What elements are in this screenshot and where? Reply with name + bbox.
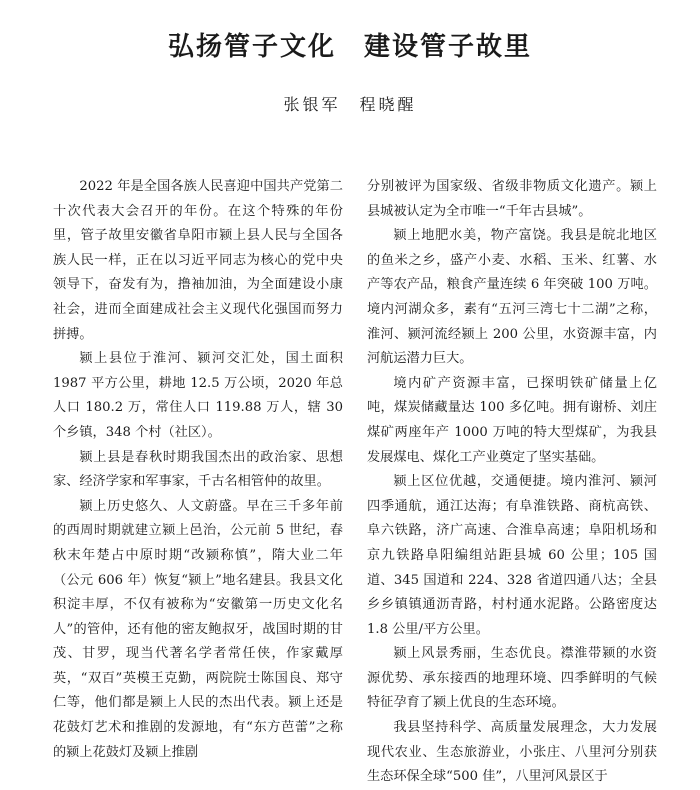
paragraph: 2022 年是全国各族人民喜迎中国共产党第二十次代表大会召开的年份。在这个特殊的年份里，管子故里安徽省阜阳市颍上县人民与全国各族人民一样，正在以习近平同志为核心的党中央领导下，奋发有为，撸袖加油，为全面建设小康社会，进而全面建成社会主义现代化强国而努力拼搏。 [53,179,343,342]
paragraph: 颍上县是春秋时期我国杰出的政治家、思想家、经济学家和军事家，千古名相管仲的故里。 [53,449,343,490]
article-authors: 张银军 程晓醒 [283,95,417,114]
paragraph: 颍上历史悠久、人文蔚盛。早在三千多年前的西周时期就建立颍上邑治，公元前 5 世纪，春秋末年楚占中原时期“改颍称慎”，隋大业二年（公元 606 年）恢复“颍上”地名建县。我县文化积淀丰厚，不仅有被称为“安徽第一历史文化名人”的管仲，还有他的密友鲍叔牙，战国时期的甘茂、甘罗，现当代著名学者常任侠，作家戴厚英，“双百”英模王克勤，两院院士陈国良、郑守仁等，他们都是颍上人民的杰出代表。颍上还是花鼓灯艺术和推剧的发源地，有“东方芭蕾”之称的颍上花鼓灯及颍上推剧 [53,498,343,760]
paragraph: 颍上地肥水美，物产富饶。我县是皖北地区的鱼米之乡，盛产小麦、水稻、玉米、红薯、水产等农产品，粮食产量连续 6 年突破 100 万吨。境内河湖众多，素有“五河三湾七十二湖”之称，淮河、颍河流经颍上 200 公里，水资源丰富，内河航运潜力巨大。 [367,228,657,367]
paragraph: 我县坚持科学、高质量发展理念，大力发展现代农业、生态旅游业，小张庄、八里河分别获生态环保全球“500 佳”，八里河风景区于 [367,720,657,785]
paragraph: 颍上县位于淮河、颍河交汇处，国土面积 1987 平方公里，耕地 12.5 万公顷，2020 年总人口 180.2 万，常住人口 119.88 万人，辖 30 个乡镇，348 个村（社区）。 [53,351,343,440]
paragraph: 境内矿产资源丰富，已探明铁矿储量上亿吨，煤炭储藏量达 100 多亿吨。拥有谢桥、刘庄煤矿两座年产 1000 万吨的特大型煤矿，为我县发展煤电、煤化工产业奠定了坚实基础。 [367,375,657,465]
continued-paragraph: 分别被评为国家级、省级非物质文化遗产。颍上县城被认定为全市唯一“千年古县城”。 [367,179,657,219]
paragraph: 颍上风景秀丽，生态优良。襟淮带颍的水资源优势、承东接西的地理环境、四季鲜明的气候特征孕育了颍上优良的生态环境。 [367,646,657,711]
paragraph: 颍上区位优越，交通便捷。境内淮河、颍河四季通航，通江达海；有阜淮铁路、商杭高铁、阜六铁路，济广高速、合淮阜高速；阜阳机场和京九铁路阜阳编组站距县城 60 公里；105 国道、345 国道和 224、328 省道四通八达；全县乡乡镇镇通沥青路，村村通水泥路。公路密度达 1.8 公里/平方公里。 [367,474,657,637]
right-column [367,175,657,785]
article-title: 弘扬管子文化 建设管子故里 [167,32,532,62]
left-column [53,175,343,760]
